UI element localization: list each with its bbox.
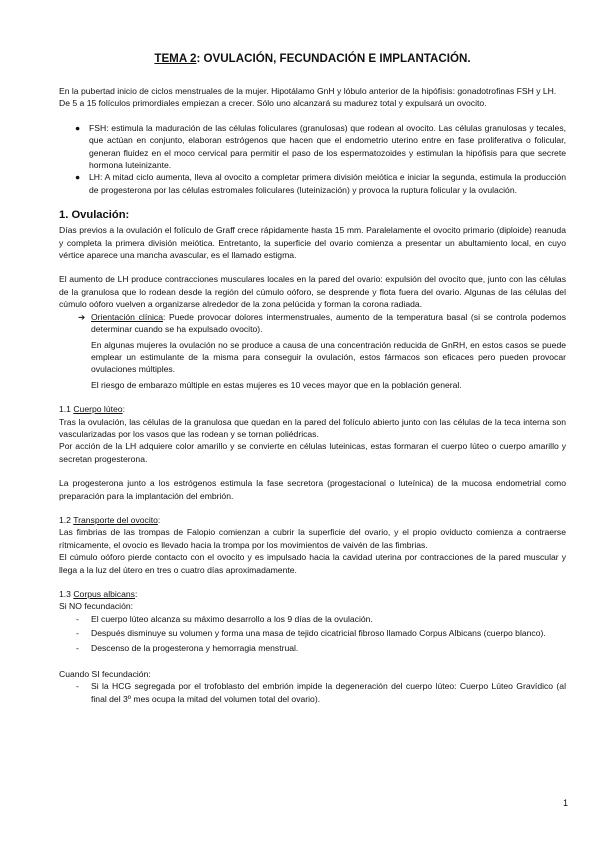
subsection-colon: : bbox=[134, 589, 138, 599]
subsection-number: 1.1 bbox=[59, 404, 74, 415]
subsection-heading-transporte bbox=[59, 514, 566, 526]
document-title bbox=[59, 52, 566, 66]
clinical-note bbox=[59, 311, 566, 391]
bullet-icon: ● bbox=[75, 122, 81, 133]
arrow-icon: ➔ bbox=[78, 311, 86, 322]
clinical-note-paragraph-3: El riesgo de embarazo múltiple en estas mujeres es 10 veces mayor que en la población general. bbox=[91, 379, 462, 390]
dash-icon: - bbox=[76, 613, 79, 624]
cuerpo-luteo-paragraph-1: Tras la ovulación, las células de la granulosa que quedan en la pared del folículo abierto junto con las células de la teca interna son vascularizadas por los vasos que las rodean y se tornan poliédricas. bbox=[59, 416, 566, 439]
clinical-note-label: Orientación clínica bbox=[91, 311, 163, 322]
intro-paragraph-1: En la pubertad inicio de ciclos menstruales de la mujer. Hipotálamo GnH y lóbulo anterior de la hipófisis: gonadotrofinas FSH y LH. bbox=[59, 86, 557, 96]
subsection-label: Cuerpo lúteo bbox=[73, 404, 123, 415]
subsection-number: 1.3 bbox=[59, 589, 74, 599]
list-item-text: Después disminuye su volumen y forma una masa de tejido cicatricial fibroso llamado Corpus Albicans (cuerpo blanco). bbox=[91, 628, 546, 639]
list-item bbox=[59, 680, 566, 705]
dash-icon: - bbox=[76, 642, 79, 653]
subsection-label: Transporte del ovocito bbox=[73, 514, 158, 525]
subsection-colon: : bbox=[157, 514, 161, 525]
ovulacion-paragraph-2: El aumento de LH produce contracciones musculares locales en la pared del ovario: expulsión del ovocito que, junto con las células de la granulosa que lo rodean desde la región del cúmulo oóforo, se desprende y flota fuera del ovario. Algunas de las células del cúmulo oóforo vuelven a organizarse alrededor de la zona pelúcida y forman la corona radiada. bbox=[59, 274, 566, 310]
si-fecundacion-list bbox=[59, 680, 566, 705]
clinical-note-text: : Puede provocar dolores intermenstruales, aumento de la temperatura basal (si se controla podemos determinar cuando se ha expulsado ovocito). bbox=[91, 311, 566, 335]
list-item bbox=[59, 171, 566, 196]
list-item-text: Si la HCG segregada por el trofoblasto del embrión impide la degeneración del cuerpo lúteo: Cuerpo Lúteo Gravídico (al final del 3º mes ocupa la mitad del volumen total del ovario). bbox=[91, 681, 566, 704]
title-text: : OVULACIÓN, FECUNDACIÓN E IMPLANTACIÓN. bbox=[196, 52, 471, 65]
subsection-number: 1.2 bbox=[59, 514, 74, 525]
subsection-colon: : bbox=[122, 404, 125, 415]
ovulacion-paragraph-1: Días previos a la ovulación el folículo de Graff crece rápidamente hasta 15 mm. Paralelamente el ovocito primario (diploide) reanuda y completa la primera división meiótica. Entretanto, la superficie del ovario comienza a presentar un abultamiento local, en cuyo vértice aparece una mancha avascular, es el llamado estigma. bbox=[59, 225, 566, 261]
title-topic-number: TEMA 2 bbox=[154, 52, 197, 65]
si-fecundacion-heading: Cuando SI fecundación: bbox=[59, 669, 151, 680]
list-item-text: El cuerpo lúteo alcanza su máximo desarrollo a los 9 días de la ovulación. bbox=[91, 613, 373, 624]
document-page bbox=[59, 52, 566, 707]
list-item bbox=[59, 642, 566, 654]
section-heading-ovulacion: 1. Ovulación: bbox=[59, 209, 130, 222]
dash-icon: - bbox=[76, 681, 79, 692]
subsection-heading-cuerpo-luteo bbox=[59, 403, 566, 415]
transporte-paragraph-1: Las fimbrias de las trompas de Falopio comienzan a cubrir la superficie del ovario, y el propio oviducto comienza a contraerse rítmicamente, el ovocio es llevado hacia la trompa por los movimientos de vaivén de las fimbrias. bbox=[59, 527, 566, 550]
hormone-bullet-list bbox=[59, 122, 566, 196]
clinical-note-paragraph-2: En algunas mujeres la ovulación no se produce a causa de una concentración reducida de GnRH, en estos casos se puede emplear un estimulante de la misma para conseguir la ovulación, estos fármacos son eficaces pero pueden provocar ovulaciones múltiples. bbox=[91, 339, 566, 375]
list-item-text: Descenso de la progesterona y hemorragia menstrual. bbox=[91, 642, 299, 653]
intro-paragraph-2: De 5 a 15 folículos primordiales empiezan a crecer. Sólo uno alcanzará su madurez total y expulsará un ovocito. bbox=[59, 98, 487, 109]
page-number: 1 bbox=[562, 798, 568, 808]
list-item bbox=[59, 613, 566, 625]
list-item bbox=[59, 122, 566, 172]
bullet-icon: ● bbox=[75, 172, 81, 183]
bullet-text-lh: LH: A mitad ciclo aumenta, lleva al ovocito a completar primera división meiótica e iniciar la segunda, estimula la producción de progesterona por las células estromales foliculares (luteinización) y provoca la ruptura folicular y la ovulación. bbox=[89, 172, 566, 195]
no-fecundacion-list bbox=[59, 613, 566, 654]
list-item bbox=[59, 627, 566, 639]
subsection-label: Corpus albicans bbox=[73, 589, 135, 599]
no-fecundacion-heading: Si NO fecundación: bbox=[59, 601, 134, 612]
dash-icon: - bbox=[76, 628, 79, 639]
transporte-paragraph-2: El cúmulo oóforo pierde contacto con el ovocito y es impulsado hacia la cavidad uterina por contracciones de la pared muscular y llega a la luz del útero en tres o cuatro días aproximadamente. bbox=[59, 552, 566, 575]
cuerpo-luteo-paragraph-2: Por acción de la LH adquiere color amarillo y se convierte en células luteinicas, estas formaran el cuerpo lúteo o cuerpo amarillo y secretan progesterona. bbox=[59, 441, 566, 464]
subsection-heading-corpus-albicans bbox=[59, 588, 566, 600]
cuerpo-luteo-paragraph-3: La progesterona junto a los estrógenos estimula la fase secretora (progestacional o luteínica) de la mucosa endometrial como preparación para la implantación del embrión. bbox=[59, 478, 566, 501]
bullet-text-fsh: FSH: estimula la maduración de las células foliculares (granulosas) que rodean al ovocito. Las células granulosas y tecales, que actúan en conjunto, elaboran estrógenos que hacen que el endometrio uterino entre en fase proliferativa o folicular, generan fluidez en el moco cervical para permitir el paso de los espermatozoides y estimulan la hipófisis para que secrete hormona luteinizante. bbox=[89, 122, 566, 171]
